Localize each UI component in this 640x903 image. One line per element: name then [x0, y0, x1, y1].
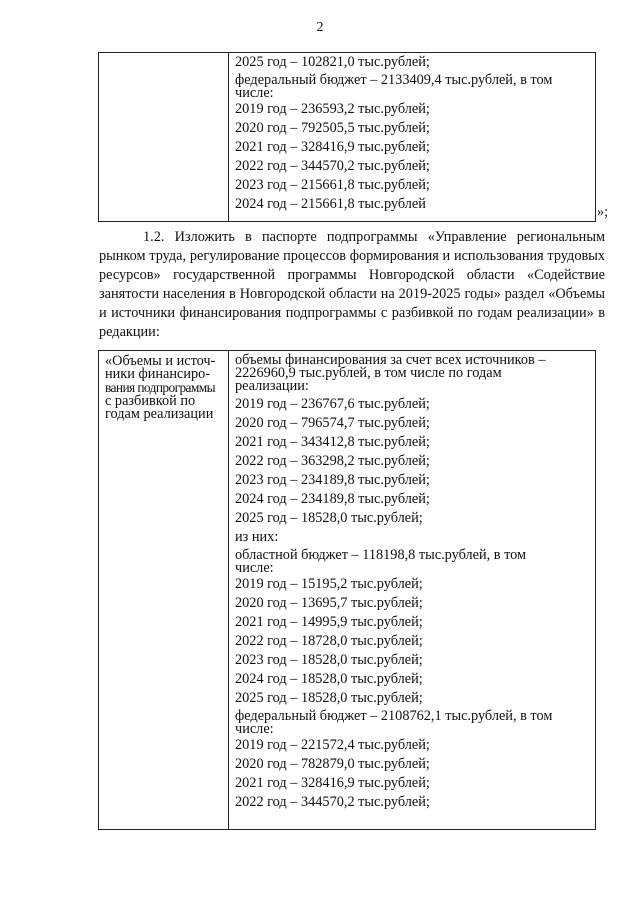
regional-year-line: 2021 год – 14995,9 тыс.рублей; — [235, 614, 423, 630]
funding-line: 2025 год – 102821,0 тыс.рублей; — [235, 54, 430, 70]
funding-line: 2019 год – 236593,2 тыс.рублей; — [235, 101, 430, 117]
section-label-line: с разбивкой по — [105, 393, 196, 409]
total-year-line: 2025 год – 18528,0 тыс.рублей; — [235, 510, 423, 526]
table-right-cell — [229, 351, 596, 830]
funding-line: 2024 год – 215661,8 тыс.рублей — [235, 196, 426, 212]
total-year-line: 2023 год – 234189,8 тыс.рублей; — [235, 472, 430, 488]
table-right-cell — [229, 53, 596, 222]
funding-line: федеральный бюджет – 2133409,4 тыс.рублей, в том — [235, 72, 553, 88]
regional-year-line: 2019 год – 15195,2 тыс.рублей; — [235, 576, 423, 592]
total-intro-line: реализации: — [235, 378, 309, 394]
amendment-text: 1.2. Изложить в паспорте подпрограммы «Управление региональным рынком труда, регулирование процессов формирования и использования трудовых ресурсов» государственной программы Новгородской области «Содействие занятости населения в Новгородской области на 2019-2025 годы» раздел «Объемы и источники финансирования подпрограммы с разбивкой по годам реализации» в редакции: — [99, 229, 605, 340]
funding-line: 2021 год – 328416,9 тыс.рублей; — [235, 139, 430, 155]
federal-year-line: 2020 год – 782879,0 тыс.рублей; — [235, 756, 430, 772]
total-year-line: 2022 год – 363298,2 тыс.рублей; — [235, 453, 430, 469]
regional-intro-line: областной бюджет – 118198,8 тыс.рублей, в том — [235, 547, 527, 563]
regional-year-line: 2024 год – 18528,0 тыс.рублей; — [235, 671, 423, 687]
page-number: 2 — [316, 20, 324, 35]
section-label-line: годам реализации — [105, 406, 214, 422]
regional-year-line: 2022 год – 18728,0 тыс.рублей; — [235, 633, 423, 649]
closing-quote: »; — [597, 204, 609, 220]
total-intro-line: 2226960,9 тыс.рублей, в том числе по годам — [235, 365, 502, 381]
section-label-line: ники финансиро- — [105, 366, 211, 382]
regional-year-line: 2023 год – 18528,0 тыс.рублей; — [235, 652, 423, 668]
regional-year-line: 2020 год – 13695,7 тыс.рублей; — [235, 595, 423, 611]
funding-line: 2020 год – 792505,5 тыс.рублей; — [235, 120, 430, 136]
federal-intro-line: федеральный бюджет – 2108762,1 тыс.рублей, в том — [235, 708, 553, 724]
funding-table-new — [98, 350, 596, 830]
section-label-line: «Объемы и источ- — [105, 353, 216, 369]
federal-year-line: 2021 год – 328416,9 тыс.рублей; — [235, 775, 430, 791]
total-year-line: 2024 год – 234189,8 тыс.рублей; — [235, 491, 430, 507]
table-left-cell-empty — [99, 53, 229, 222]
total-year-line: 2020 год – 796574,7 тыс.рублей; — [235, 415, 430, 431]
section-label-line: вания подпрограммы — [105, 380, 216, 395]
total-intro-line: объемы финансирования за счет всех источников – — [235, 352, 546, 368]
of-them-label: из них: — [235, 529, 279, 545]
federal-year-line: 2019 год – 221572,4 тыс.рублей; — [235, 737, 430, 753]
total-year-line: 2021 год – 343412,8 тыс.рублей; — [235, 434, 430, 450]
amendment-paragraph — [99, 228, 605, 342]
funding-line: числе: — [235, 85, 274, 101]
regional-intro-line: числе: — [235, 560, 274, 576]
funding-line: 2023 год – 215661,8 тыс.рублей; — [235, 177, 430, 193]
funding-table-continued — [98, 52, 596, 222]
total-year-line: 2019 год – 236767,6 тыс.рублей; — [235, 396, 430, 412]
federal-year-line: 2022 год – 344570,2 тыс.рублей; — [235, 794, 430, 810]
table-left-cell — [99, 351, 229, 830]
funding-line: 2022 год – 344570,2 тыс.рублей; — [235, 158, 430, 174]
regional-year-line: 2025 год – 18528,0 тыс.рублей; — [235, 690, 423, 706]
federal-intro-line: числе: — [235, 721, 274, 737]
